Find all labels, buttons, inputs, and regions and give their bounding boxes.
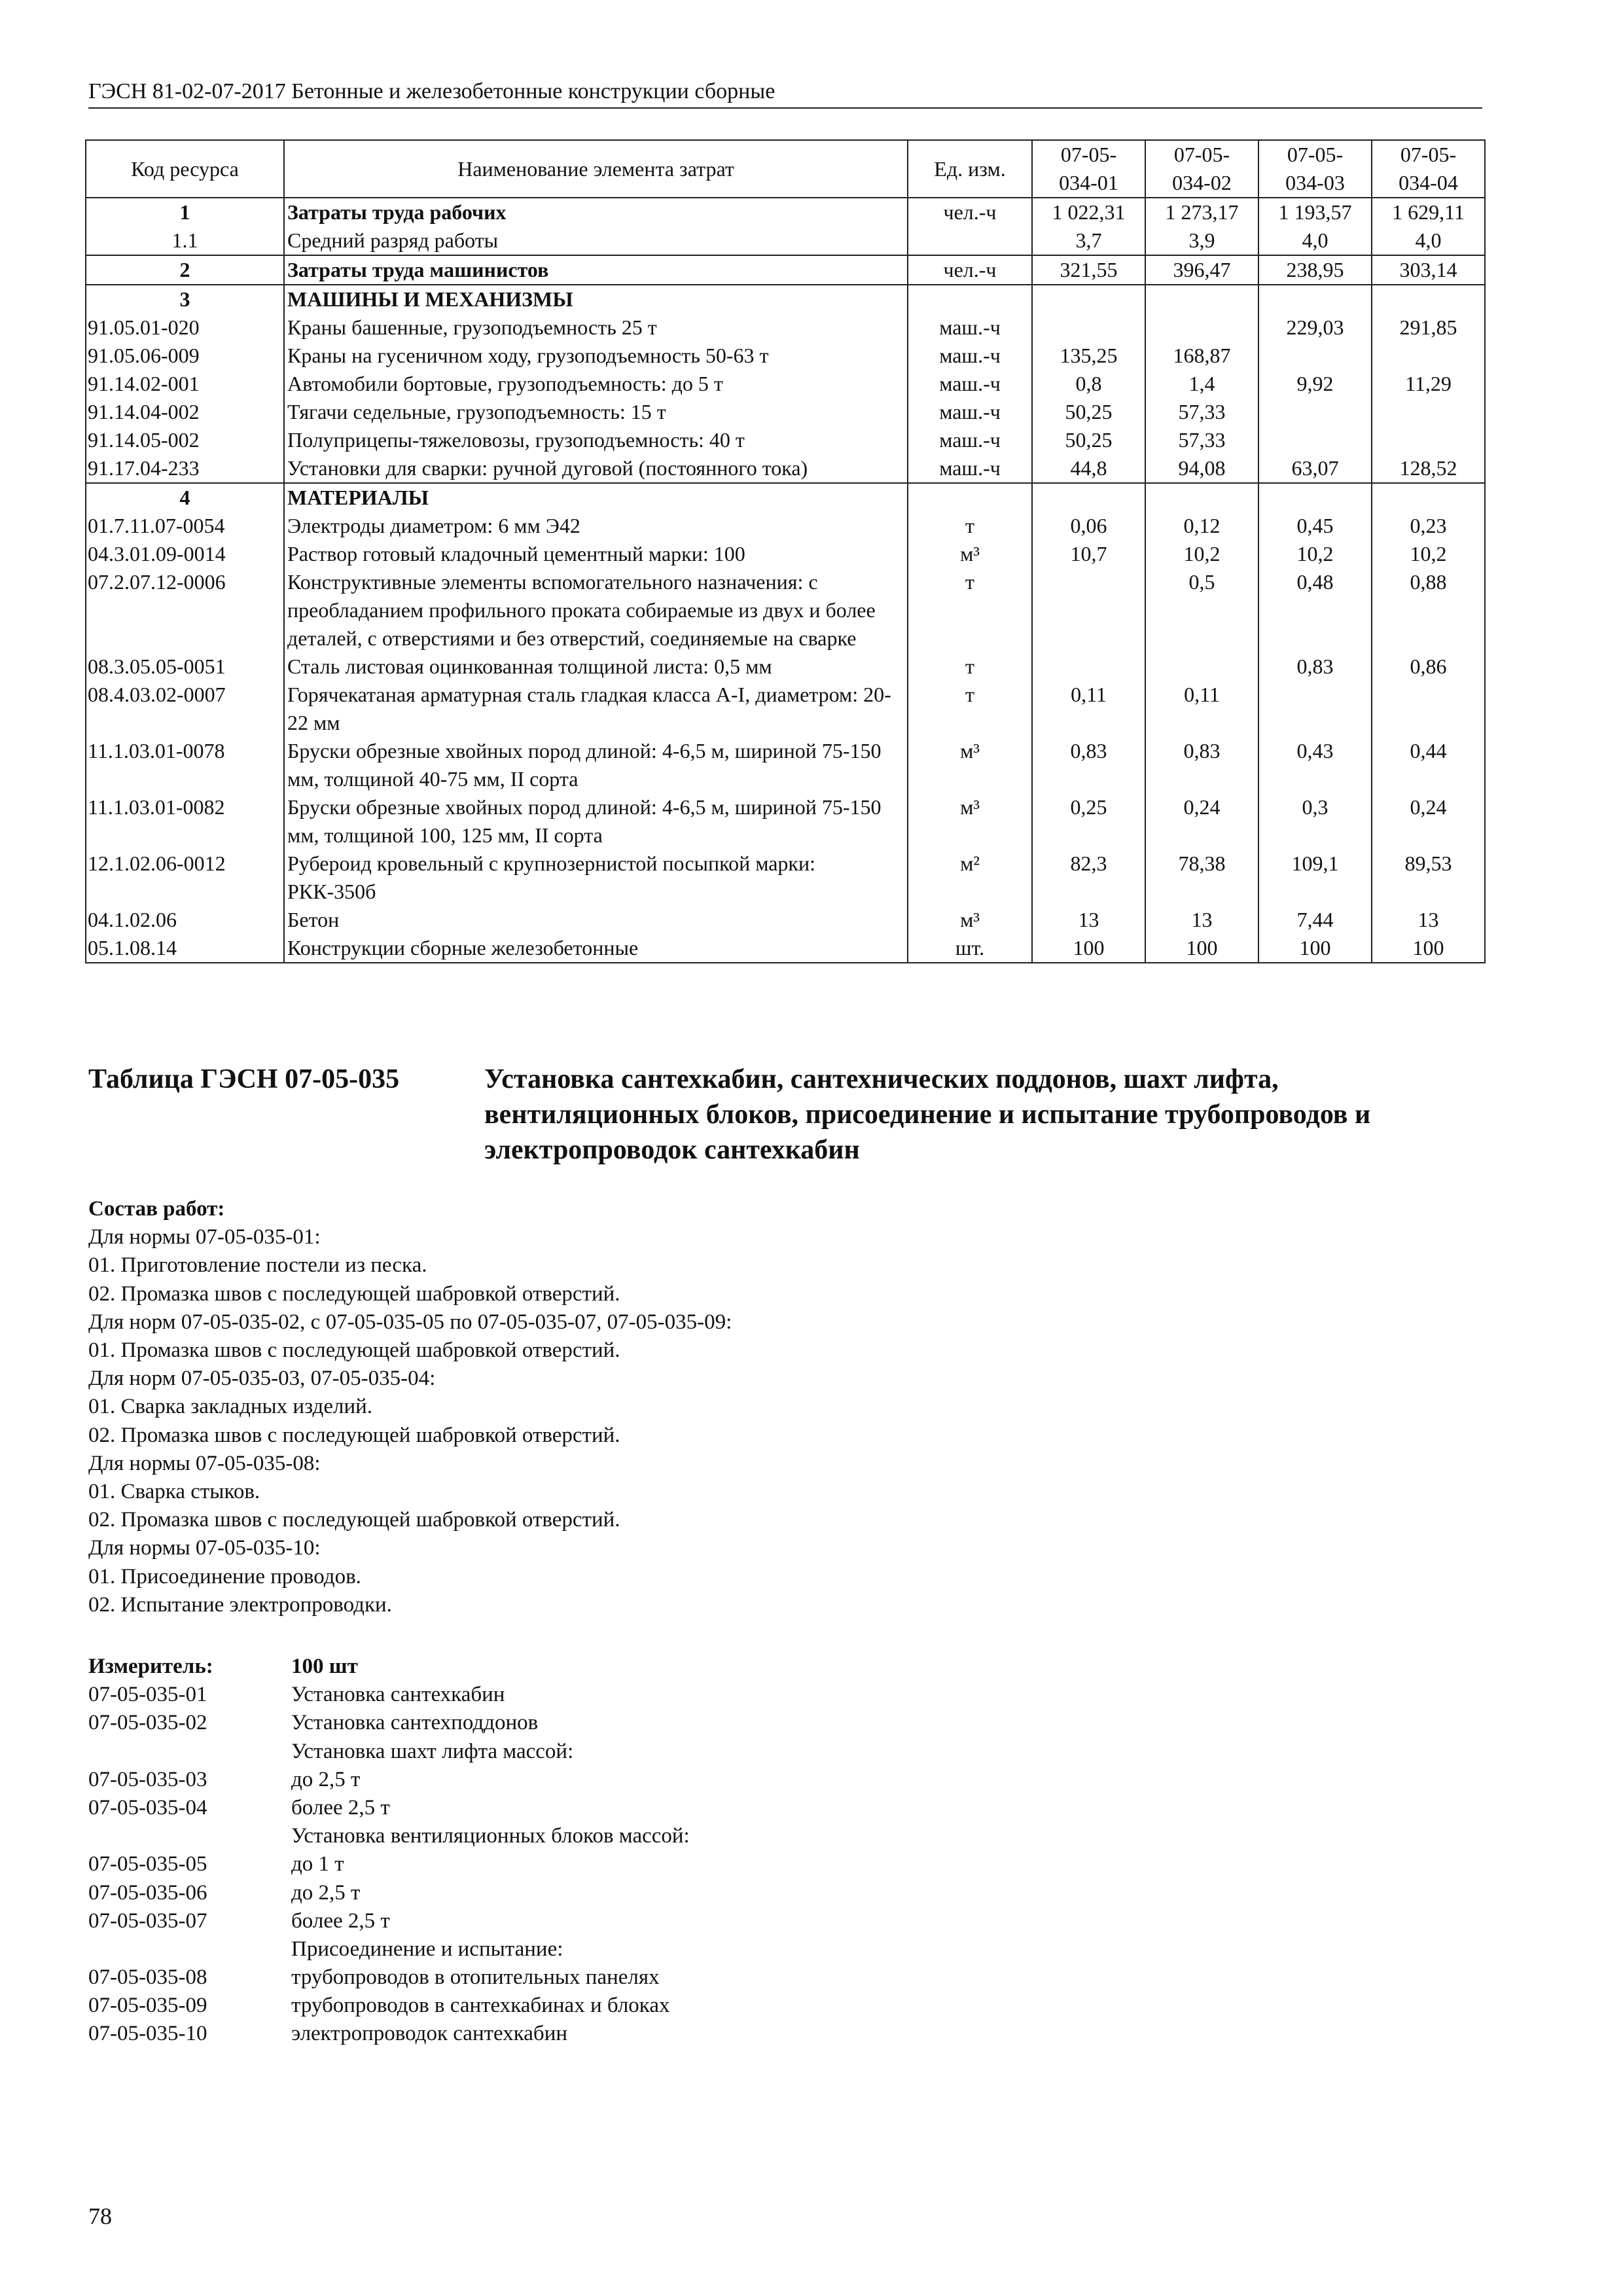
cell-value: 396,47: [1145, 255, 1258, 285]
cell-value: 94,08: [1145, 454, 1258, 483]
cell-unit: [908, 483, 1032, 512]
measurement-code: [88, 1935, 291, 1964]
measurement-item: [88, 1766, 690, 1794]
work-step: Для нормы 07-05-035-08:: [88, 1451, 321, 1475]
measurement-text: трубопроводов в отопительных панелях: [291, 1965, 660, 1990]
table-row: [86, 793, 1485, 850]
measurement-text: Присоединение и испытание:: [291, 1937, 563, 1961]
cell-code: 2: [86, 255, 284, 285]
cell-code: 91.14.04-002: [86, 398, 284, 426]
cell-unit: [908, 226, 1032, 255]
cell-unit: т: [908, 568, 1032, 653]
cell-code: 04.1.02.06: [86, 906, 284, 934]
work-step: 02. Промазка швов с последующей шабровкой отверстий.: [88, 1508, 620, 1532]
cell-code: 08.3.05.05-0051: [86, 653, 284, 681]
col-header-norm: 07-05- 034-03: [1258, 140, 1372, 198]
measurement-item: [88, 1738, 690, 1766]
cell-value: 321,55: [1032, 255, 1145, 285]
cell-value: [1032, 653, 1145, 681]
cell-value: 0,88: [1372, 568, 1485, 653]
cell-code: 91.05.06-009: [86, 342, 284, 370]
cell-value: 0,5: [1145, 568, 1258, 653]
cell-unit: м³: [908, 906, 1032, 934]
measurement-text: более 2,5 т: [291, 1795, 390, 1820]
cell-value: 1 193,57: [1258, 198, 1372, 226]
cell-code: 11.1.03.01-0082: [86, 793, 284, 850]
cell-code: 91.05.01-020: [86, 314, 284, 342]
cell-code: 11.1.03.01-0078: [86, 737, 284, 793]
table-row: [86, 934, 1485, 963]
work-step: Для нормы 07-05-035-10:: [88, 1536, 321, 1560]
cell-value: 1,4: [1145, 370, 1258, 398]
cell-name: Горячекатаная арматурная сталь гладкая класса А-I, диаметром: 20-22 мм: [284, 681, 908, 737]
section-label: Таблица ГЭСН 07-05-035: [88, 1064, 400, 1094]
work-composition-heading: Состав работ:: [88, 1197, 225, 1221]
table-row: [86, 226, 1485, 255]
cell-unit: т: [908, 681, 1032, 737]
cell-value: [1145, 285, 1258, 314]
table-row: [86, 314, 1485, 342]
cell-name: Сталь листовая оцинкованная толщиной листа: 0,5 мм: [284, 653, 908, 681]
cell-value: 89,53: [1372, 850, 1485, 906]
table-row: [86, 653, 1485, 681]
measurement-unit: 100 шт: [291, 1655, 358, 1678]
measurement-item: [88, 1964, 690, 1992]
measurement-text: до 2,5 т: [291, 1767, 361, 1791]
cell-name: Полуприцепы-тяжеловозы, грузоподъемность: 40 т: [284, 426, 908, 454]
cell-unit: м³: [908, 793, 1032, 850]
measurement-text: электропроводок сантехкабин: [291, 2022, 568, 2046]
measurement-text: Установка сантехкабин: [291, 1683, 505, 1707]
cell-name: Электроды диаметром: 6 мм Э42: [284, 512, 908, 540]
cell-value: 168,87: [1145, 342, 1258, 370]
cell-code: 1.1: [86, 226, 284, 255]
table-row: [86, 737, 1485, 793]
cell-value: [1258, 426, 1372, 454]
cell-value: [1145, 314, 1258, 342]
work-step: 01. Сварка закладных изделий.: [88, 1395, 373, 1419]
measurement-item: [88, 2020, 690, 2048]
work-composition: [88, 1195, 732, 1619]
col-header-norm: 07-05- 034-02: [1145, 140, 1258, 198]
cell-value: [1372, 483, 1485, 512]
cell-value: 238,95: [1258, 255, 1372, 285]
cell-value: 0,83: [1032, 737, 1145, 793]
cell-unit: м³: [908, 737, 1032, 793]
table-row: [86, 540, 1485, 568]
cell-value: [1258, 483, 1372, 512]
cell-name: Бруски обрезные хвойных пород длиной: 4-6,5 м, шириной 75-150 мм, толщиной 40-75 мм, II сорта: [284, 737, 908, 793]
cell-value: [1032, 568, 1145, 653]
cell-value: 0,48: [1258, 568, 1372, 653]
cell-code: 91.14.05-002: [86, 426, 284, 454]
cell-value: 291,85: [1372, 314, 1485, 342]
measurement-code: 07-05-035-05: [88, 1852, 207, 1876]
measurement-code: 07-05-035-04: [88, 1795, 207, 1820]
work-step: 01. Сварка стыков.: [88, 1480, 260, 1504]
cell-value: [1258, 398, 1372, 426]
measurement-code: 07-05-035-02: [88, 1711, 207, 1735]
cell-value: 3,7: [1032, 226, 1145, 255]
cell-value: [1372, 426, 1485, 454]
work-step: Для нормы 07-05-035-01:: [88, 1225, 321, 1249]
work-step: Для норм 07-05-035-03, 07-05-035-04:: [88, 1367, 436, 1391]
cell-name: Тягачи седельные, грузоподъемность: 15 т: [284, 398, 908, 426]
cell-value: 0,8: [1032, 370, 1145, 398]
cell-value: 128,52: [1372, 454, 1485, 483]
cell-value: 229,03: [1258, 314, 1372, 342]
cell-value: 0,43: [1258, 737, 1372, 793]
table-row: [86, 285, 1485, 314]
cell-value: 82,3: [1032, 850, 1145, 906]
cell-unit: т: [908, 512, 1032, 540]
cell-name: Рубероид кровельный с крупнозернистой посыпкой марки: РКК-350б: [284, 850, 908, 906]
cell-code: 05.1.08.14: [86, 934, 284, 963]
measurement-text: трубопроводов в сантехкабинах и блоках: [291, 1994, 670, 2018]
work-step: 02. Промазка швов с последующей шабровкой отверстий.: [88, 1423, 620, 1447]
measurement-code: [88, 1822, 291, 1850]
cell-unit: маш.-ч: [908, 398, 1032, 426]
cell-value: 0,86: [1372, 653, 1485, 681]
cell-value: 50,25: [1032, 426, 1145, 454]
measurement-text: до 1 т: [291, 1852, 344, 1876]
cell-value: 3,9: [1145, 226, 1258, 255]
cell-value: 0,24: [1372, 793, 1485, 850]
measurement-text: Установка вентиляционных блоков массой:: [291, 1824, 690, 1848]
cell-value: 78,38: [1145, 850, 1258, 906]
cell-value: 0,24: [1145, 793, 1258, 850]
cell-unit: т: [908, 653, 1032, 681]
measurement-code: 07-05-035-10: [88, 2022, 207, 2046]
measurement-item: [88, 1822, 690, 1850]
cell-value: 13: [1032, 906, 1145, 934]
cell-code: 1: [86, 198, 284, 226]
cell-value: 63,07: [1258, 454, 1372, 483]
work-step: 01. Промазка швов с последующей шабровкой отверстий.: [88, 1338, 620, 1363]
cell-value: 11,29: [1372, 370, 1485, 398]
cell-unit: м³: [908, 540, 1032, 568]
col-header-norm: 07-05- 034-01: [1032, 140, 1145, 198]
cell-unit: шт.: [908, 934, 1032, 963]
table-row: [86, 255, 1485, 285]
cell-value: 0,83: [1258, 653, 1372, 681]
cell-value: 9,92: [1258, 370, 1372, 398]
cell-value: 4,0: [1372, 226, 1485, 255]
cell-value: [1372, 342, 1485, 370]
work-step: 01. Приготовление постели из песка.: [88, 1253, 427, 1278]
cell-name: Раствор готовый кладочный цементный марки: 100: [284, 540, 908, 568]
col-header-norm: 07-05- 034-04: [1372, 140, 1485, 198]
table-row: [86, 198, 1485, 226]
work-step: 02. Промазка швов с последующей шабровкой отверстий.: [88, 1282, 620, 1306]
cell-name: Установки для сварки: ручной дуговой (постоянного тока): [284, 454, 908, 483]
measurement-code: 07-05-035-01: [88, 1683, 207, 1707]
cell-value: 1 273,17: [1145, 198, 1258, 226]
cell-value: 10,7: [1032, 540, 1145, 568]
table-header-row: [86, 140, 1485, 198]
measurement-item: [88, 1794, 690, 1822]
cell-value: 13: [1372, 906, 1485, 934]
cell-value: 1 629,11: [1372, 198, 1485, 226]
cell-value: [1258, 285, 1372, 314]
cell-code: 91.14.02-001: [86, 370, 284, 398]
cell-unit: м²: [908, 850, 1032, 906]
cell-code: 4: [86, 483, 284, 512]
cell-value: 303,14: [1372, 255, 1485, 285]
cell-unit: чел.-ч: [908, 198, 1032, 226]
col-header-unit: Ед. изм.: [908, 140, 1032, 198]
cell-unit: чел.-ч: [908, 255, 1032, 285]
cell-unit: маш.-ч: [908, 370, 1032, 398]
cell-value: [1032, 285, 1145, 314]
measurement-text: более 2,5 т: [291, 1909, 390, 1933]
cell-value: 0,11: [1145, 681, 1258, 737]
table-row: [86, 398, 1485, 426]
cell-value: 0,23: [1372, 512, 1485, 540]
table-row: [86, 426, 1485, 454]
cell-value: 1 022,31: [1032, 198, 1145, 226]
cell-name: Средний разряд работы: [284, 226, 908, 255]
cell-value: 0,11: [1032, 681, 1145, 737]
col-header-name: Наименование элемента затрат: [284, 140, 908, 198]
cell-unit: маш.-ч: [908, 454, 1032, 483]
cell-value: 50,25: [1032, 398, 1145, 426]
cell-code: 04.3.01.09-0014: [86, 540, 284, 568]
table-row: [86, 483, 1485, 512]
cell-value: 0,45: [1258, 512, 1372, 540]
cell-value: 0,83: [1145, 737, 1258, 793]
cell-name: Затраты труда рабочих: [284, 198, 908, 226]
work-step: 02. Испытание электропроводки.: [88, 1592, 392, 1617]
measurement-item: [88, 1681, 690, 1709]
cell-value: [1145, 483, 1258, 512]
cell-value: 10,2: [1258, 540, 1372, 568]
cell-value: 100: [1372, 934, 1485, 963]
cell-name: Конструктивные элементы вспомогательного назначения: с преобладанием профильного проката собираемые из двух и более деталей, с отверстиями и без отверстий, соединяемые на сварке: [284, 568, 908, 653]
cell-value: [1372, 285, 1485, 314]
cell-name: МАШИНЫ И МЕХАНИЗМЫ: [284, 285, 908, 314]
measurement-code: 07-05-035-06: [88, 1880, 207, 1905]
table-row: [86, 454, 1485, 483]
cell-value: 0,06: [1032, 512, 1145, 540]
cell-name: Краны на гусеничном ходу, грузоподъемность 50-63 т: [284, 342, 908, 370]
measurement-item: [88, 1709, 690, 1737]
cell-name: Затраты труда машинистов: [284, 255, 908, 285]
cell-unit: маш.-ч: [908, 426, 1032, 454]
cell-value: 57,33: [1145, 426, 1258, 454]
cell-value: 4,0: [1258, 226, 1372, 255]
cell-value: [1258, 342, 1372, 370]
cell-name: Бруски обрезные хвойных пород длиной: 4-6,5 м, шириной 75-150 мм, толщиной 100, 125 мм, II сорта: [284, 793, 908, 850]
table-row: [86, 370, 1485, 398]
cell-value: 0,25: [1032, 793, 1145, 850]
work-step: 01. Присоединение проводов.: [88, 1564, 361, 1588]
table-row: [86, 906, 1485, 934]
measurement-code: 07-05-035-08: [88, 1965, 207, 1990]
cell-code: 01.7.11.07-0054: [86, 512, 284, 540]
cell-value: [1372, 681, 1485, 737]
table-row: [86, 568, 1485, 653]
cell-name: МАТЕРИАЛЫ: [284, 483, 908, 512]
measurement-item: [88, 1879, 690, 1907]
col-header-code: Код ресурса: [86, 140, 284, 198]
cell-value: 0,44: [1372, 737, 1485, 793]
cell-value: 7,44: [1258, 906, 1372, 934]
cell-value: 100: [1145, 934, 1258, 963]
cell-value: 10,2: [1372, 540, 1485, 568]
measurement-list: [88, 1653, 690, 2049]
measurement-text: Установка сантехподдонов: [291, 1711, 539, 1735]
measurement-code: 07-05-035-03: [88, 1767, 207, 1791]
resource-table: [85, 139, 1486, 963]
measurement-text: Установка шахт лифта массой:: [291, 1739, 574, 1763]
measurement-text: до 2,5 т: [291, 1880, 361, 1905]
measurement-header: [88, 1653, 690, 1681]
cell-name: Краны башенные, грузоподъемность 25 т: [284, 314, 908, 342]
table-row: [86, 850, 1485, 906]
cell-code: 12.1.02.06-0012: [86, 850, 284, 906]
table-row: [86, 512, 1485, 540]
cell-unit: маш.-ч: [908, 314, 1032, 342]
cell-value: [1258, 681, 1372, 737]
cell-value: [1372, 398, 1485, 426]
cell-value: [1145, 653, 1258, 681]
measurement-code: 07-05-035-09: [88, 1994, 207, 2018]
cell-name: Бетон: [284, 906, 908, 934]
measurement-item: [88, 1907, 690, 1935]
cell-name: Автомобили бортовые, грузоподъемность: до 5 т: [284, 370, 908, 398]
measurement-item: [88, 1850, 690, 1878]
table-row: [86, 681, 1485, 737]
cell-value: 57,33: [1145, 398, 1258, 426]
measurement-code: 07-05-035-07: [88, 1909, 207, 1933]
cell-code: 08.4.03.02-0007: [86, 681, 284, 737]
cell-value: 13: [1145, 906, 1258, 934]
cell-unit: маш.-ч: [908, 342, 1032, 370]
measurement-item: [88, 1935, 690, 1964]
cell-code: 07.2.07.12-0006: [86, 568, 284, 653]
cell-code: 3: [86, 285, 284, 314]
cell-value: [1032, 314, 1145, 342]
cell-value: 0,12: [1145, 512, 1258, 540]
cell-value: [1032, 483, 1145, 512]
cell-value: 135,25: [1032, 342, 1145, 370]
work-step: Для норм 07-05-035-02, с 07-05-035-05 по 07-05-035-07, 07-05-035-09:: [88, 1310, 732, 1334]
measurement-label: Измеритель:: [88, 1655, 213, 1678]
cell-name: Конструкции сборные железобетонные: [284, 934, 908, 963]
cell-code: 91.17.04-233: [86, 454, 284, 483]
cell-value: 44,8: [1032, 454, 1145, 483]
table-row: [86, 342, 1485, 370]
cell-value: 100: [1258, 934, 1372, 963]
cell-value: 0,3: [1258, 793, 1372, 850]
cell-value: 100: [1032, 934, 1145, 963]
measurement-code: [88, 1738, 291, 1766]
page-number: 78: [88, 2203, 112, 2229]
section-heading: Установка сантехкабин, сантехнических поддонов, шахт лифта, вентиляционных блоков, присоединение и испытание трубопроводов и электропроводок сантехкабин: [484, 1064, 1371, 1165]
page-header: ГЭСН 81-02-07-2017 Бетонные и железобетонные конструкции сборные: [88, 77, 1482, 109]
cell-value: 109,1: [1258, 850, 1372, 906]
measurement-item: [88, 1992, 690, 2020]
cell-value: 10,2: [1145, 540, 1258, 568]
cell-unit: [908, 285, 1032, 314]
